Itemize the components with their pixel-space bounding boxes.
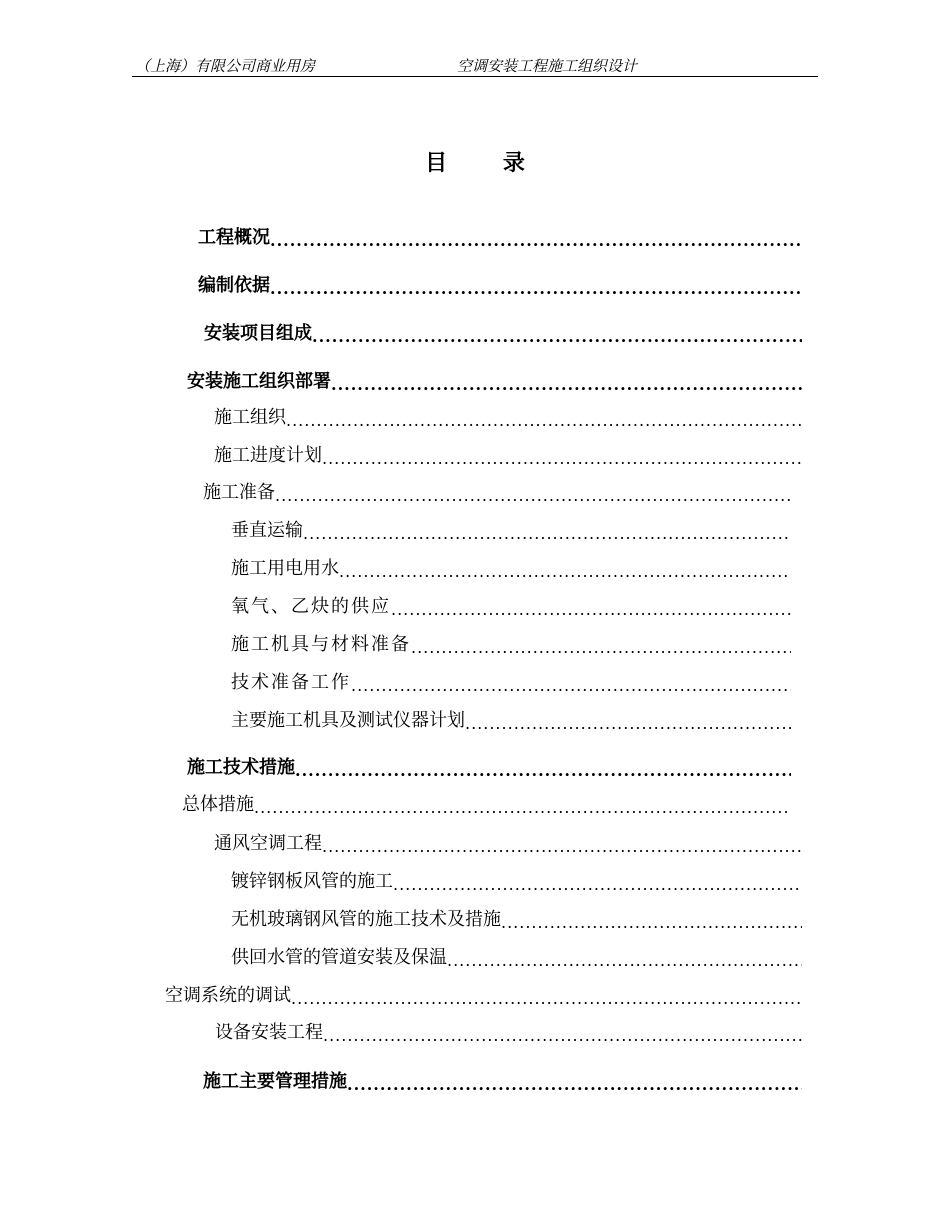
toc-entry-label: 镀锌钢板风管的施工 <box>231 871 393 892</box>
toc-entry[interactable] <box>231 633 791 657</box>
toc-leader-dots <box>254 799 791 817</box>
toc-leader-dots <box>275 487 791 505</box>
toc-entry-label: 施工主要管理措施 <box>203 1071 347 1092</box>
toc-leader-dots <box>322 450 802 468</box>
toc-entry-label: 无机玻璃钢风管的施工技术及措施 <box>231 909 501 930</box>
toc-entry[interactable] <box>231 870 802 894</box>
toc-entry-label: 编制依据 <box>198 275 270 296</box>
toc-entry-label: 主要施工机具及测试仪器计划 <box>231 710 465 731</box>
toc-leader-dots <box>351 677 791 695</box>
toc-leader-dots <box>270 232 802 250</box>
toc-entry-label: 技术准备工作 <box>231 672 351 693</box>
toc-leader-dots <box>270 280 802 298</box>
toc-entry[interactable] <box>231 946 802 970</box>
toc-entry-label: 安装施工组织部署 <box>187 371 331 392</box>
header-left-text: （上海）有限公司商业用房 <box>135 57 316 75</box>
toc-entry-label: 施工组织 <box>214 407 286 428</box>
toc-entry-label: 氧气、乙炔的供应 <box>231 596 391 617</box>
toc-entry[interactable] <box>231 519 791 543</box>
toc-entry[interactable] <box>231 709 791 733</box>
toc-entry[interactable] <box>187 756 791 780</box>
toc-entry-label: 垂直运输 <box>231 520 303 541</box>
toc-entry[interactable] <box>203 1070 802 1094</box>
toc-leader-dots <box>303 525 791 543</box>
toc-leader-dots <box>501 914 802 932</box>
toc-entry-label: 通风空调工程 <box>214 833 322 854</box>
toc-leader-dots <box>339 563 791 581</box>
toc-entry[interactable] <box>187 370 802 394</box>
toc-entry-label: 施工技术措施 <box>187 757 295 778</box>
toc-entry[interactable] <box>198 226 802 250</box>
toc-leader-dots <box>411 639 791 657</box>
toc-entry-label: 施工准备 <box>203 482 275 503</box>
toc-entry-label: 施工用电用水 <box>231 558 339 579</box>
toc-entry[interactable] <box>165 984 802 1008</box>
toc-leader-dots <box>322 838 802 856</box>
toc-leader-dots <box>295 762 791 780</box>
toc-leader-dots <box>393 876 802 894</box>
toc-leader-dots <box>291 990 802 1008</box>
page-header <box>132 56 818 77</box>
toc-entry-label: 工程概况 <box>198 227 270 248</box>
toc-leader-dots <box>447 952 802 970</box>
toc-entry[interactable] <box>231 595 791 619</box>
toc-entry-label: 安装项目组成 <box>204 323 312 344</box>
toc-entry[interactable] <box>214 406 802 430</box>
toc-entry[interactable] <box>215 1021 802 1045</box>
toc-leader-dots <box>391 601 791 619</box>
toc-entry-label: 施工进度计划 <box>214 445 322 466</box>
header-right-text: 空调安装工程施工组织设计 <box>457 57 638 75</box>
toc-entry-label: 总体措施 <box>182 794 254 815</box>
toc-leader-dots <box>312 328 802 346</box>
toc-entry[interactable] <box>203 481 791 505</box>
toc-leader-dots <box>323 1027 802 1045</box>
toc-entry[interactable] <box>214 832 802 856</box>
toc-entry-label: 空调系统的调试 <box>165 985 291 1006</box>
toc-leader-dots <box>331 376 802 394</box>
toc-title: 目 录 <box>425 150 549 176</box>
toc-entry[interactable] <box>231 908 802 932</box>
toc-leader-dots <box>465 715 791 733</box>
toc-entry[interactable] <box>182 793 791 817</box>
toc-entry[interactable] <box>231 671 791 695</box>
toc-entry[interactable] <box>204 322 802 346</box>
toc-entry-label: 施工机具与材料准备 <box>231 634 411 655</box>
toc-entry[interactable] <box>231 557 791 581</box>
toc-entry-label: 设备安装工程 <box>215 1022 323 1043</box>
toc-entry-label: 供回水管的管道安装及保温 <box>231 947 447 968</box>
toc-entry[interactable] <box>214 444 802 468</box>
toc-leader-dots <box>286 412 802 430</box>
toc-leader-dots <box>347 1076 802 1094</box>
toc-entry[interactable] <box>198 274 802 298</box>
